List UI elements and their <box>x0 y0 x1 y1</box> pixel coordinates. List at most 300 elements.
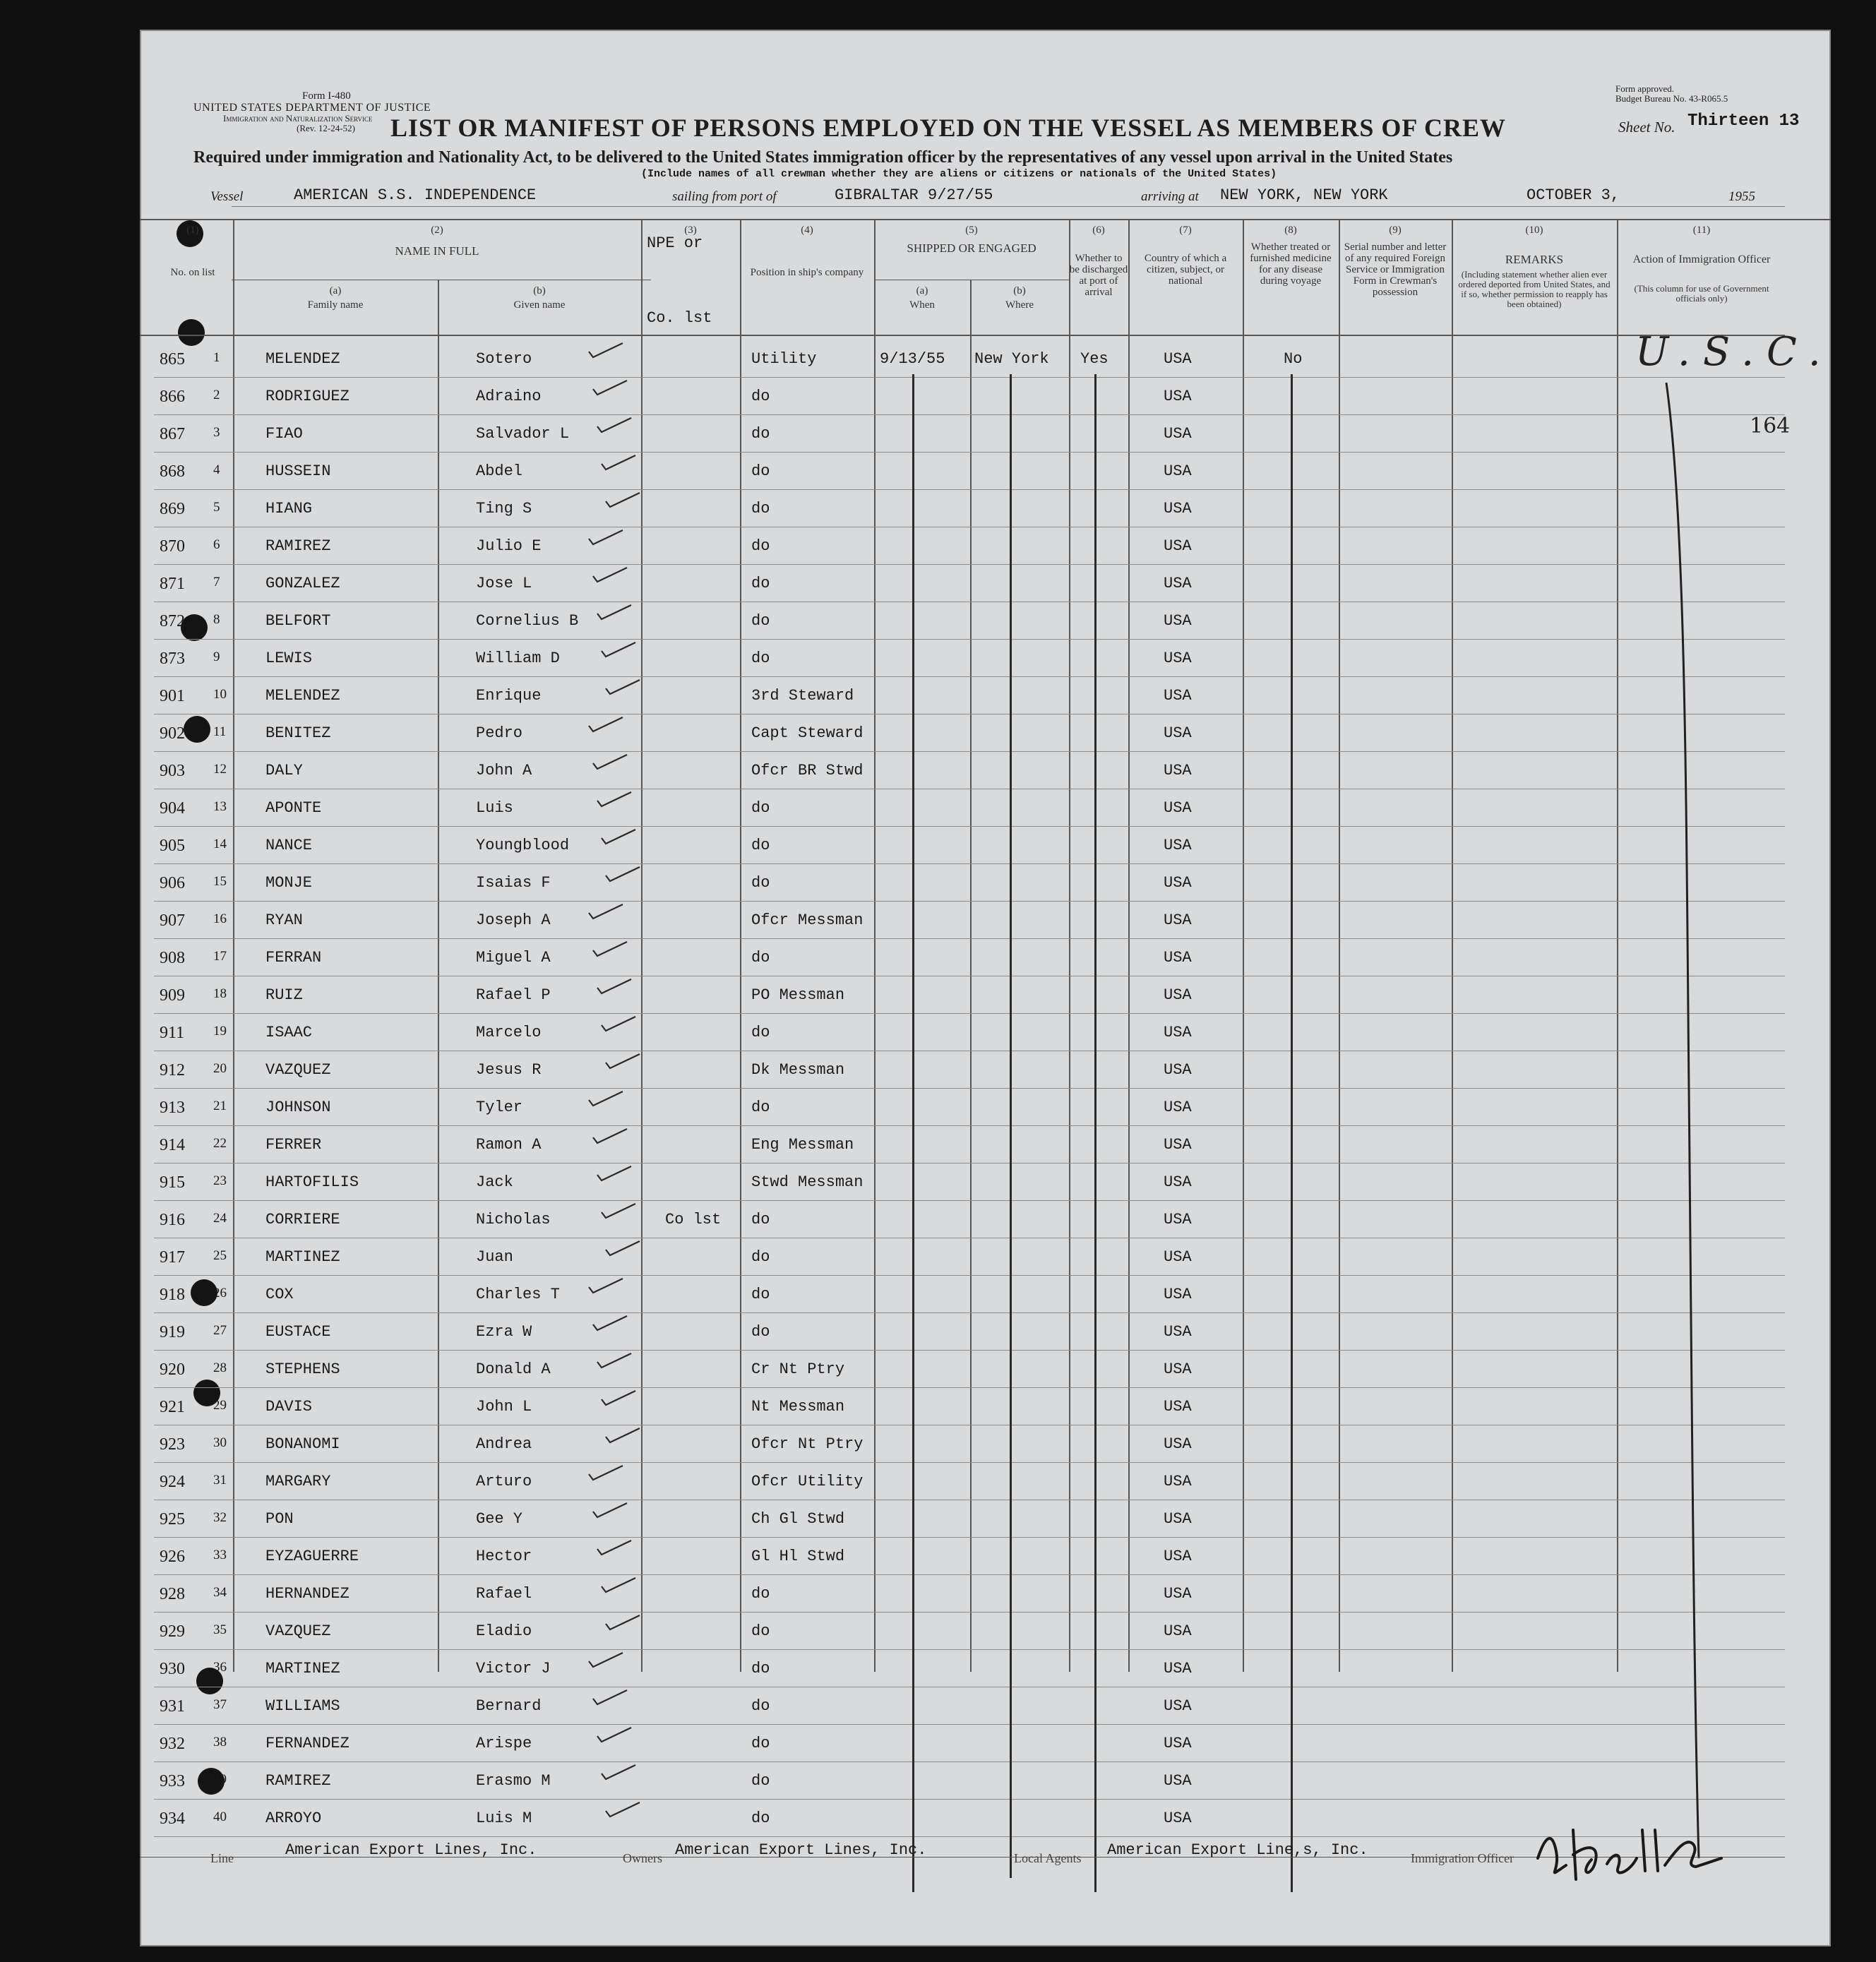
col1-number: (1) <box>186 225 199 236</box>
col6-header: Whether to be discharged at port of arrival <box>1069 253 1128 298</box>
check-mark-icon <box>595 604 633 621</box>
check-mark-icon <box>599 828 637 845</box>
arrival-port: NEW YORK, NEW YORK <box>1220 186 1388 204</box>
cell-n: 20 <box>213 1061 227 1076</box>
cell-given: Charles T <box>476 1286 560 1303</box>
cell-n: 29 <box>213 1398 227 1413</box>
check-mark-icon <box>590 1127 628 1144</box>
cell-n: 27 <box>213 1323 227 1338</box>
cell-country: USA <box>1164 1061 1192 1079</box>
col10-note: (Including statement whether alien ever ordered deported from United States, and if so, whether permission to reapply has been obtained) <box>1458 269 1611 309</box>
crew-row <box>140 533 1831 570</box>
arriving-label: arriving at <box>1141 189 1199 204</box>
cell-n: 35 <box>213 1622 227 1637</box>
punch-hole <box>178 319 205 346</box>
cell-given: William D <box>476 650 560 667</box>
cell-given: Gee Y <box>476 1510 523 1528</box>
cell-family: MONJE <box>265 874 313 892</box>
cell-stamp: 871 <box>160 575 185 593</box>
crew-row <box>140 421 1831 458</box>
cell-country: USA <box>1164 1211 1192 1228</box>
cell-n: 30 <box>213 1435 227 1450</box>
cell-npe: Co lst <box>665 1211 722 1228</box>
cell-n: 3 <box>213 425 220 440</box>
cell-n: 1 <box>213 350 220 365</box>
cell-given: Luis <box>476 799 513 817</box>
cell-position: do <box>751 1286 770 1303</box>
cell-stamp: 911 <box>160 1024 185 1042</box>
cell-family: MELENDEZ <box>265 687 340 705</box>
cell-given: Eladio <box>476 1622 532 1640</box>
crew-row <box>140 1244 1831 1281</box>
cell-stamp: 901 <box>160 687 185 705</box>
row-rule <box>154 1275 1785 1276</box>
check-mark-icon <box>599 454 637 471</box>
cell-position: do <box>751 1024 770 1041</box>
owners-label: Owners <box>623 1851 662 1865</box>
crew-row <box>140 1019 1831 1057</box>
cell-position: Capt Steward <box>751 724 864 742</box>
agents-value: American Export Line,s, Inc. <box>1107 1841 1368 1859</box>
cell-n: 39 <box>213 1772 227 1787</box>
cell-family: MARTINEZ <box>265 1660 340 1677</box>
cell-family: STEPHENS <box>265 1360 340 1378</box>
cell-position: do <box>751 1248 770 1266</box>
cell-country: USA <box>1164 1548 1192 1565</box>
cell-n: 25 <box>213 1248 227 1263</box>
cell-stamp: 926 <box>160 1548 185 1566</box>
crew-row <box>140 1506 1831 1543</box>
cell-country: USA <box>1164 612 1192 630</box>
crew-row <box>140 1581 1831 1618</box>
cell-n: 15 <box>213 874 227 889</box>
check-mark-icon <box>590 379 628 396</box>
col2a-number: (a) <box>329 285 342 297</box>
cell-family: DAVIS <box>265 1398 313 1416</box>
cell-position: do <box>751 537 770 555</box>
cell-n: 2 <box>213 388 220 402</box>
cell-country: USA <box>1164 874 1192 892</box>
check-mark-icon <box>599 1764 637 1781</box>
check-mark-icon <box>586 716 624 733</box>
col2-number: (2) <box>431 225 443 236</box>
cell-stamp: 870 <box>160 537 185 556</box>
check-mark-icon <box>595 1165 633 1182</box>
cell-position: do <box>751 388 770 405</box>
cell-position: do <box>751 949 770 967</box>
cell-country: USA <box>1164 986 1192 1004</box>
cell-position: do <box>751 1810 770 1827</box>
vessel-name: AMERICAN S.S. INDEPENDENCE <box>294 186 537 204</box>
cell-position: do <box>751 1211 770 1228</box>
check-mark-icon <box>599 641 637 658</box>
cell-stamp: 930 <box>160 1660 185 1678</box>
cell-country: USA <box>1164 1735 1192 1752</box>
crew-row <box>140 1543 1831 1581</box>
crew-row <box>140 982 1831 1019</box>
cell-n: 6 <box>213 537 220 552</box>
cell-position: Stwd Messman <box>751 1173 864 1191</box>
officer-action-note: U.S.C. <box>1635 329 1834 375</box>
cell-position: do <box>751 1099 770 1116</box>
cell-given: Hector <box>476 1548 532 1565</box>
cell-n: 12 <box>213 762 227 777</box>
check-mark-icon <box>586 342 624 359</box>
cell-family: COX <box>265 1286 294 1303</box>
cell-country: USA <box>1164 388 1192 405</box>
cell-stamp: 906 <box>160 874 185 892</box>
cell-family: CORRIERE <box>265 1211 340 1228</box>
cell-n: 8 <box>213 612 220 627</box>
cell-n: 16 <box>213 911 227 926</box>
check-mark-icon <box>599 1015 637 1032</box>
cell-family: VAZQUEZ <box>265 1061 331 1079</box>
crew-row <box>140 1169 1831 1207</box>
check-mark-icon <box>590 1689 628 1706</box>
row-rule <box>154 1799 1785 1800</box>
cell-position: Utility <box>751 350 817 368</box>
col3-header-top: NPE or <box>647 234 703 252</box>
cell-given: Rafael P <box>476 986 551 1004</box>
cell-stamp: 869 <box>160 500 185 518</box>
crew-row <box>140 1356 1831 1394</box>
crew-row <box>140 1094 1831 1132</box>
crew-row <box>140 346 1831 383</box>
cell-stamp: 924 <box>160 1473 185 1491</box>
cell-family: GONZALEZ <box>265 575 340 592</box>
cell-stamp: 903 <box>160 762 185 780</box>
row-rule <box>154 377 1785 378</box>
cell-n: 10 <box>213 687 227 702</box>
row-rule <box>154 1462 1785 1463</box>
check-mark-icon <box>595 1726 633 1743</box>
cell-position: Nt Messman <box>751 1398 845 1416</box>
cell-position: do <box>751 799 770 817</box>
cell-family: NANCE <box>265 837 313 854</box>
department: UNITED STATES DEPARTMENT OF JUSTICE <box>193 102 431 114</box>
check-mark-icon <box>595 1352 633 1369</box>
row-rule <box>154 938 1785 939</box>
crew-row <box>140 1281 1831 1319</box>
row-rule <box>154 1724 1785 1725</box>
crew-row <box>140 758 1831 795</box>
cell-family: ARROYO <box>265 1810 322 1827</box>
row-rule <box>154 676 1785 677</box>
cell-position: do <box>751 462 770 480</box>
col11-header: Action of Immigration Officer <box>1632 253 1771 265</box>
cell-n: 18 <box>213 986 227 1001</box>
cell-n: 26 <box>213 1286 227 1300</box>
cell-position: Ofcr BR Stwd <box>751 762 864 779</box>
col2b-number: (b) <box>533 285 546 297</box>
cell-country: USA <box>1164 724 1192 742</box>
crew-row <box>140 1132 1831 1169</box>
cell-country: USA <box>1164 687 1192 705</box>
cell-stamp: 923 <box>160 1435 185 1454</box>
cell-country: USA <box>1164 1173 1192 1191</box>
cell-family: RODRIGUEZ <box>265 388 349 405</box>
vessel-label: Vessel <box>210 189 244 204</box>
cell-stamp: 907 <box>160 911 185 930</box>
cell-given: Youngblood <box>476 837 570 854</box>
line-value: American Export Lines, Inc. <box>285 1841 537 1859</box>
cell-given: Donald A <box>476 1360 551 1378</box>
row-rule <box>154 1574 1785 1575</box>
cell-family: RAMIREZ <box>265 1772 331 1790</box>
cell-position: Cr Nt Ptry <box>751 1360 845 1378</box>
subtitle: Required under immigration and Nationality Act, to be delivered to the United States immigration officer by the representatives of any vessel upon arrival in the United States <box>193 148 1453 167</box>
cell-country: USA <box>1164 762 1192 779</box>
cell-family: EUSTACE <box>265 1323 331 1341</box>
cell-family: FERRAN <box>265 949 322 967</box>
cell-given: Jack <box>476 1173 513 1191</box>
cell-given: Joseph A <box>476 911 551 929</box>
col5-number: (5) <box>965 225 978 236</box>
cell-n: 31 <box>213 1473 227 1488</box>
cell-position: do <box>751 1735 770 1752</box>
cell-given: John L <box>476 1398 532 1416</box>
cell-given: Julio E <box>476 537 542 555</box>
check-mark-icon <box>595 417 633 433</box>
cell-family: FERNANDEZ <box>265 1735 349 1752</box>
cell-n: 11 <box>213 724 227 739</box>
crew-row <box>140 1768 1831 1805</box>
cell-country: USA <box>1164 1772 1192 1790</box>
cell-given: Victor J <box>476 1660 551 1677</box>
cell-position: Ofcr Utility <box>751 1473 864 1490</box>
cell-family: WILLIAMS <box>265 1697 340 1715</box>
cell-country: USA <box>1164 1024 1192 1041</box>
cell-country: USA <box>1164 1510 1192 1528</box>
col5a-number: (a) <box>916 285 928 297</box>
cell-n: 17 <box>213 949 227 964</box>
cell-given: Bernard <box>476 1697 542 1715</box>
cell-country: USA <box>1164 1585 1192 1603</box>
cell-n: 37 <box>213 1697 227 1712</box>
sheet-label: Sheet No. <box>1618 119 1675 136</box>
crew-row <box>140 795 1831 832</box>
cell-position: Ch Gl Stwd <box>751 1510 845 1528</box>
cell-n: 36 <box>213 1660 227 1675</box>
row-rule <box>154 1537 1785 1538</box>
cell-country: USA <box>1164 1323 1192 1341</box>
crew-row <box>140 1468 1831 1506</box>
crew-row <box>140 1693 1831 1730</box>
stamp-number: 164 <box>1750 414 1791 438</box>
cell-n: 19 <box>213 1024 227 1039</box>
check-mark-icon <box>586 1464 624 1481</box>
cell-position: do <box>751 874 770 892</box>
cell-stamp: 913 <box>160 1099 185 1117</box>
cell-when: 9/13/55 <box>880 350 945 368</box>
check-mark-icon <box>595 978 633 995</box>
crew-row <box>140 1394 1831 1431</box>
cell-n: 9 <box>213 650 220 664</box>
check-mark-icon <box>590 1502 628 1519</box>
cell-where: New York <box>974 350 1049 368</box>
row-rule <box>154 1200 1785 1201</box>
check-mark-icon <box>586 1277 624 1294</box>
cell-stamp: 905 <box>160 837 185 855</box>
check-mark-icon <box>603 1427 641 1444</box>
cell-stamp: 917 <box>160 1248 185 1267</box>
cell-family: APONTE <box>265 799 322 817</box>
check-mark-icon <box>603 1614 641 1631</box>
cell-family: RAMIREZ <box>265 537 331 555</box>
row-rule <box>154 452 1785 453</box>
bracket-line <box>1658 383 1743 1865</box>
col5-header: SHIPPED OR ENGAGED <box>907 241 1036 255</box>
cell-family: RUIZ <box>265 986 303 1004</box>
cell-country: USA <box>1164 350 1192 368</box>
cell-position: do <box>751 612 770 630</box>
cell-stamp: 867 <box>160 425 185 443</box>
cell-stamp: 902 <box>160 724 185 743</box>
cell-given: Cornelius B <box>476 612 579 630</box>
cell-stamp: 928 <box>160 1585 185 1603</box>
cell-position: Dk Messman <box>751 1061 845 1079</box>
cell-n: 24 <box>213 1211 227 1226</box>
row-rule <box>154 414 1785 415</box>
cell-n: 13 <box>213 799 227 814</box>
col6-number: (6) <box>1092 225 1105 236</box>
page-title: LIST OR MANIFEST OF PERSONS EMPLOYED ON THE VESSEL AS MEMBERS OF CREW <box>390 114 1506 142</box>
check-mark-icon <box>586 1090 624 1107</box>
check-mark-icon <box>599 1202 637 1219</box>
cell-n: 7 <box>213 575 220 590</box>
check-mark-icon <box>599 1389 637 1406</box>
cell-family: ISAAC <box>265 1024 313 1041</box>
cell-position: PO Messman <box>751 986 845 1004</box>
cell-family: DALY <box>265 762 303 779</box>
cell-family: MARGARY <box>265 1473 331 1490</box>
col7-number: (7) <box>1179 225 1192 236</box>
crew-row <box>140 1207 1831 1244</box>
cell-given: Pedro <box>476 724 523 742</box>
crew-row <box>140 683 1831 720</box>
cell-given: Ramon A <box>476 1136 542 1154</box>
include-note: (Include names of all crewman whether they are aliens or citizens or nationals of the United States) <box>641 168 1277 180</box>
cell-given: Salvador L <box>476 425 570 443</box>
agents-label: Local Agents <box>1014 1851 1082 1865</box>
crew-row <box>140 383 1831 421</box>
col9-header: Serial number and letter of any required Foreign Service or Immigration Form in Crewman's possession <box>1344 241 1447 298</box>
crew-row <box>140 1656 1831 1693</box>
cell-given: Enrique <box>476 687 542 705</box>
crew-row <box>140 570 1831 608</box>
check-mark-icon <box>590 1315 628 1332</box>
cell-stamp: 865 <box>160 350 185 369</box>
cell-stamp: 866 <box>160 388 185 406</box>
cell-country: USA <box>1164 1473 1192 1490</box>
crew-row <box>140 720 1831 758</box>
crew-row <box>140 1618 1831 1656</box>
cell-country: USA <box>1164 1810 1192 1827</box>
cell-stamp: 872 <box>160 612 185 630</box>
col3-number: (3) <box>684 225 697 236</box>
row-rule <box>154 863 1785 864</box>
cell-family: RYAN <box>265 911 303 929</box>
crew-row <box>140 1431 1831 1468</box>
cell-n: 28 <box>213 1360 227 1375</box>
cell-position: Ofcr Messman <box>751 911 864 929</box>
col4-header: Position in ship's company <box>750 267 864 278</box>
cell-country: USA <box>1164 799 1192 817</box>
cell-country: USA <box>1164 425 1192 443</box>
col5b-header: Where <box>1005 299 1034 311</box>
row-rule <box>154 639 1785 640</box>
cell-stamp: 914 <box>160 1136 185 1154</box>
cell-country: USA <box>1164 1360 1192 1378</box>
cell-stamp: 912 <box>160 1061 185 1079</box>
row-rule <box>154 751 1785 752</box>
cell-country: USA <box>1164 1435 1192 1453</box>
cell-stamp: 909 <box>160 986 185 1005</box>
cell-given: Ezra W <box>476 1323 532 1341</box>
manifest-sheet <box>140 30 1834 1946</box>
check-mark-icon <box>590 753 628 770</box>
crew-row <box>140 945 1831 982</box>
cell-position: do <box>751 650 770 667</box>
cell-given: Marcelo <box>476 1024 542 1041</box>
cell-stamp: 921 <box>160 1398 185 1416</box>
cell-family: HARTOFILIS <box>265 1173 359 1191</box>
cell-stamp: 873 <box>160 650 185 668</box>
cell-country: USA <box>1164 537 1192 555</box>
cell-n: 4 <box>213 462 220 477</box>
cell-family: LEWIS <box>265 650 313 667</box>
cell-family: HERNANDEZ <box>265 1585 349 1603</box>
cell-country: USA <box>1164 949 1192 967</box>
cell-country: USA <box>1164 462 1192 480</box>
cell-position: do <box>751 500 770 518</box>
cell-n: 21 <box>213 1099 227 1113</box>
check-mark-icon <box>603 866 641 883</box>
cell-discharged: Yes <box>1080 350 1109 368</box>
cell-country: USA <box>1164 500 1192 518</box>
cell-family: JOHNSON <box>265 1099 331 1116</box>
cell-country: USA <box>1164 1622 1192 1640</box>
cell-country: USA <box>1164 1286 1192 1303</box>
check-mark-icon <box>603 1240 641 1257</box>
col8-header: Whether treated or furnished medicine for any disease during voyage <box>1250 241 1332 287</box>
cell-given: Andrea <box>476 1435 532 1453</box>
cell-stamp: 908 <box>160 949 185 967</box>
cell-position: Gl Hl Stwd <box>751 1548 845 1565</box>
cell-position: 3rd Steward <box>751 687 854 705</box>
check-mark-icon <box>586 529 624 546</box>
sheet-number: Thirteen 13 <box>1687 112 1800 131</box>
check-mark-icon <box>586 903 624 920</box>
cell-given: Erasmo M <box>476 1772 551 1790</box>
cell-family: HUSSEIN <box>265 462 331 480</box>
cell-n: 14 <box>213 837 227 851</box>
cell-n: 5 <box>213 500 220 515</box>
cell-position: do <box>751 837 770 854</box>
col2-header: NAME IN FULL <box>395 244 479 258</box>
cell-family: PON <box>265 1510 294 1528</box>
check-mark-icon <box>603 1801 641 1818</box>
cell-position: Eng Messman <box>751 1136 854 1154</box>
cell-family: MARTINEZ <box>265 1248 340 1266</box>
col1-header: No. on list <box>170 267 215 278</box>
officer-label: Immigration Officer <box>1411 1851 1514 1865</box>
officer-signature <box>1524 1816 1728 1886</box>
row-rule <box>154 1612 1785 1613</box>
col2b-header: Given name <box>513 299 566 311</box>
check-mark-icon <box>595 791 633 808</box>
line-label: Line <box>210 1851 234 1865</box>
